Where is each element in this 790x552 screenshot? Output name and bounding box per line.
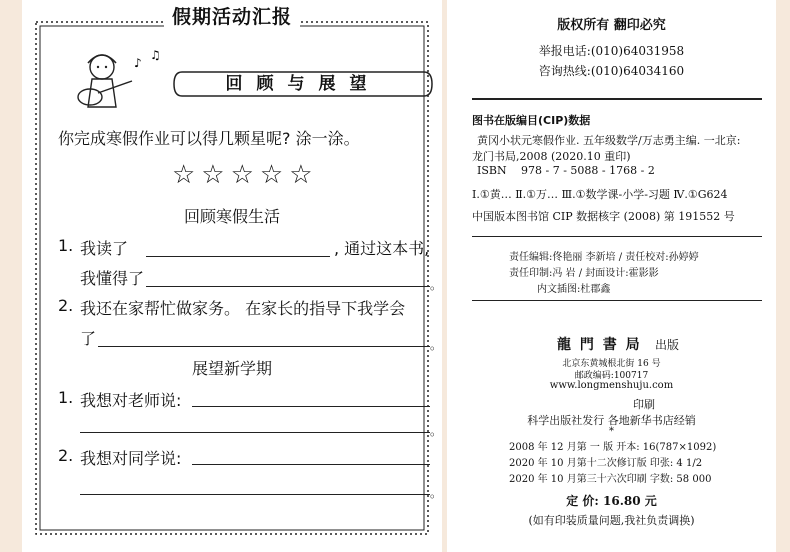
banner-title: 回顾与展望 [225,74,381,94]
price: 定 价: 16.80 元 [566,494,657,508]
consult-phone: 咨询热线:(010)64034160 [538,64,685,78]
page-title: 假期活动汇报 [22,2,442,29]
item3-number: 1. [58,388,74,407]
left-page [22,0,442,552]
period-mark: 。 [430,338,443,352]
website: www.longmenshuju.com [549,380,674,391]
cip-title: 图书在版编目(CIP)数据 [472,114,591,127]
classmate-message-blank[interactable] [192,464,430,465]
item1-number: 1. [58,236,74,255]
divider [472,236,762,237]
period-mark: 。 [430,486,443,500]
edition-2: 2020 年 10 月第十二次修订版 印张: 4 1/2 [509,458,703,469]
classification: Ⅰ.①黄… Ⅱ.①万… Ⅲ.①数学课-小学-习题 Ⅳ.①G624 [472,188,728,201]
rating-stars[interactable]: ☆☆☆☆☆ [172,160,319,190]
item4-number: 2. [58,446,74,465]
section-outlook-title: 展望新学期 [191,359,272,378]
item1-prompt: 我读了 [80,239,129,258]
edition-3: 2020 年 10 月第三十六次印刷 字数: 58 000 [509,474,712,485]
item2-continuation: 了 [80,329,97,348]
star-question: 你完成寒假作业可以得几颗星呢? 涂一涂。 [58,129,360,148]
cip-record-number: 中国版本图书馆 CIP 数据核字 (2008) 第 191552 号 [472,210,735,223]
classmate-message-blank-2[interactable] [80,494,430,495]
copyright-notice: 版权所有 翻印必究 [557,18,666,33]
credits-editors: 责任编辑:佟艳丽 李新培 / 责任校对:孙婷婷 [509,252,699,263]
item3-prompt: 我想对老师说: [80,391,182,410]
print-label: 印刷 [633,398,655,411]
svg-text:♪: ♪ [134,56,142,70]
credits-production: 责任印制:冯 岩 / 封面设计:霍影影 [509,268,659,279]
item1-learned-prompt: 我懂得了 [80,269,145,288]
publisher-name: 龍 門 書 局 [557,337,642,353]
quality-notice: (如有印装质量问题,我社负责调换) [528,514,695,527]
book-title-blank[interactable] [146,256,330,257]
publish-word: 出版 [655,338,680,352]
svg-text:♫: ♫ [150,48,161,62]
cip-line-2: 龙门书局,2008 (2020.10 重印) [472,150,631,163]
learned-blank[interactable] [146,286,430,287]
separator-star: * [609,426,614,437]
postcode: 邮政编码:100717 [574,371,649,381]
boy-with-guitar-icon [62,45,172,115]
item1-continuation: , 通过这本书, [334,239,430,258]
item2-number: 2. [58,296,74,315]
item2-prompt: 我还在家帮忙做家务。 在家长的指导下我学会 [80,299,406,318]
cip-line-1: 黄冈小状元寒假作业. 五年级数学/万志勇主编. 一北京: [477,134,741,147]
section-review-title: 回顾寒假生活 [183,207,280,226]
teacher-message-blank-2[interactable] [80,432,430,433]
chores-blank[interactable] [98,346,430,347]
publisher-address: 北京东黄城根北街 16 号 [562,359,661,369]
report-phone: 举报电话:(010)64031958 [538,44,685,58]
divider [472,300,762,301]
period-mark: 。 [430,424,443,438]
item4-prompt: 我想对同学说: [80,449,182,468]
edition-1: 2008 年 12 月第 一 版 开本: 16(787×1092) [509,442,717,453]
isbn-label: ISBN [477,164,507,177]
period-mark: 。 [430,278,443,292]
divider [472,98,762,100]
teacher-message-blank[interactable] [192,406,430,407]
distribution: 科学出版社发行 各地新华书店经销 [527,414,696,427]
right-page [447,0,776,552]
credits-illustration: 内文插图:杜郡鑫 [537,284,611,295]
isbn-number: 978 - 7 - 5088 - 1768 - 2 [521,164,655,177]
